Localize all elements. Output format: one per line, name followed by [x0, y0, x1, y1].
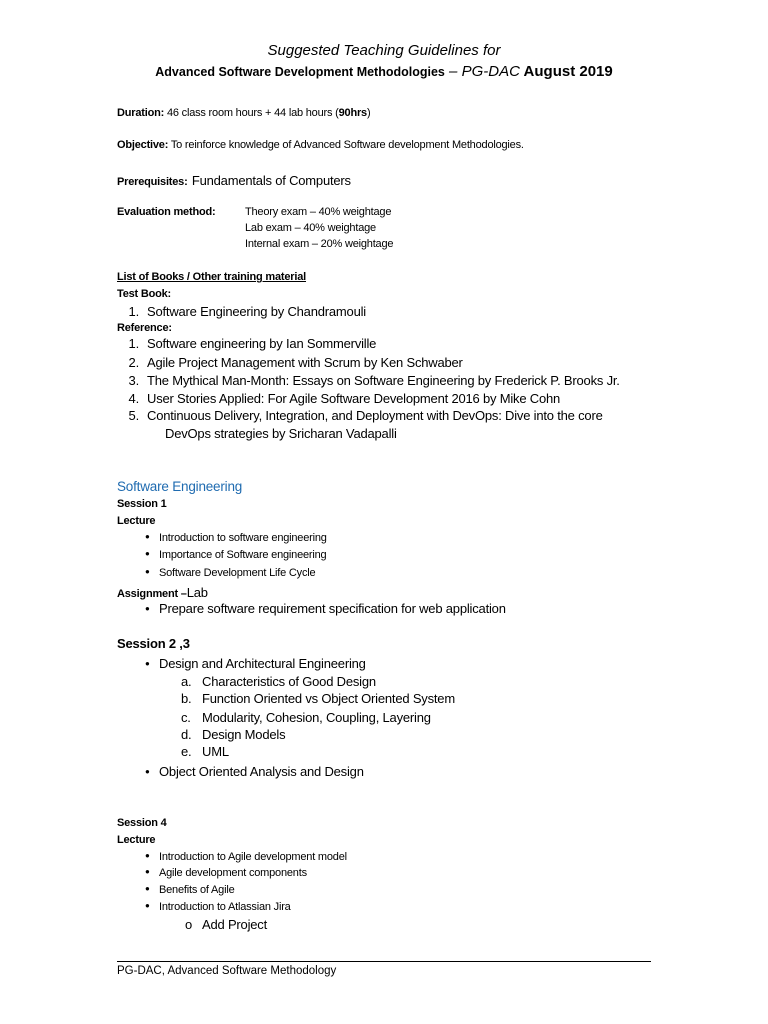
- session-1-label: Session 1: [117, 498, 167, 510]
- objective-line: [117, 139, 524, 151]
- sub-list-item: a. Characteristics of Good Design: [181, 674, 376, 689]
- reference-item: 3. The Mythical Man-Month: Essays on Software Engineering by Frederick P. Brooks Jr.: [128, 373, 620, 388]
- list-item: ● Agile development components: [145, 867, 307, 879]
- program-name: PG-DAC: [461, 63, 520, 80]
- objective-value: To reinforce knowledge of Advanced Software development Methodologies.: [170, 139, 524, 151]
- test-book-item: 1. Software Engineering by Chandramouli: [128, 304, 366, 319]
- duration-total: 90hrs: [338, 107, 367, 119]
- duration-line: [117, 107, 370, 119]
- prerequisites-value: Fundamentals of Computers: [191, 173, 351, 188]
- list-item: ● Prepare software requirement specification for web application: [145, 601, 506, 616]
- sub-list-item: e. UML: [181, 744, 229, 759]
- books-heading: List of Books / Other training material: [117, 271, 307, 283]
- list-item: ● Introduction to Agile development model: [145, 851, 347, 863]
- reference-label: Reference:: [117, 322, 172, 334]
- evaluation-item: Theory exam – 40% weightage: [245, 206, 392, 218]
- section-title: Software Engineering: [117, 479, 243, 494]
- prerequisites-label: Prerequisites:: [117, 176, 188, 188]
- test-book-label: Test Book:: [117, 288, 172, 300]
- sub-list-item: d. Design Models: [181, 727, 286, 742]
- duration-close: ): [366, 107, 371, 119]
- reference-item: 1. Software engineering by Ian Sommerville: [128, 336, 377, 351]
- reference-item: 4. User Stories Applied: For Agile Software Development 2016 by Mike Cohn: [128, 391, 561, 406]
- session-4-label: Session 4: [117, 817, 167, 829]
- list-item: ● Object Oriented Analysis and Design: [145, 764, 364, 779]
- footer-divider: [117, 961, 651, 962]
- session-1-lecture-label: Lecture: [117, 515, 156, 527]
- evaluation-item: Internal exam – 20% weightage: [245, 238, 394, 250]
- session-4-lecture-label: Lecture: [117, 834, 156, 846]
- list-item: ● Software Development Life Cycle: [145, 567, 316, 579]
- duration-value: 46 class room hours + 44 lab hours (: [166, 107, 339, 119]
- duration-label: Duration:: [117, 107, 165, 119]
- doc-subtitle: [0, 63, 768, 80]
- list-item: ● Benefits of Agile: [145, 884, 235, 896]
- sub-list-item: b. Function Oriented vs Object Oriented System: [181, 691, 455, 706]
- sub-list-item: o Add Project: [185, 917, 268, 932]
- reference-item-continued: DevOps strategies by Sricharan Vadapalli: [165, 426, 397, 441]
- batch-date: August 2019: [519, 63, 613, 80]
- prerequisites-line: [117, 172, 351, 190]
- objective-label: Objective:: [117, 139, 169, 151]
- session-1-assignment-label: Assignment –Lab: [117, 585, 208, 600]
- sub-list-item: c. Modularity, Cohesion, Coupling, Layering: [181, 710, 431, 725]
- evaluation-item: Lab exam – 40% weightage: [245, 222, 376, 234]
- list-item: ● Importance of Software engineering: [145, 549, 327, 561]
- reference-item: 2. Agile Project Management with Scrum by Ken Schwaber: [128, 355, 463, 370]
- list-item: ● Design and Architectural Engineering: [145, 656, 366, 671]
- evaluation-label: Evaluation method:: [117, 206, 216, 218]
- course-name: Advanced Software Development Methodologies: [155, 65, 445, 79]
- doc-title: Suggested Teaching Guidelines for: [267, 42, 501, 59]
- list-item: ● Introduction to Atlassian Jira: [145, 901, 291, 913]
- page-footer: PG-DAC, Advanced Software Methodology: [117, 965, 337, 977]
- subtitle-dash: –: [444, 63, 462, 80]
- session-2-3-label: Session 2 ,3: [117, 636, 190, 651]
- reference-item: 5. Continuous Delivery, Integration, and Deployment with DevOps: Dive into the core: [128, 408, 603, 423]
- list-item: ● Introduction to software engineering: [145, 532, 327, 544]
